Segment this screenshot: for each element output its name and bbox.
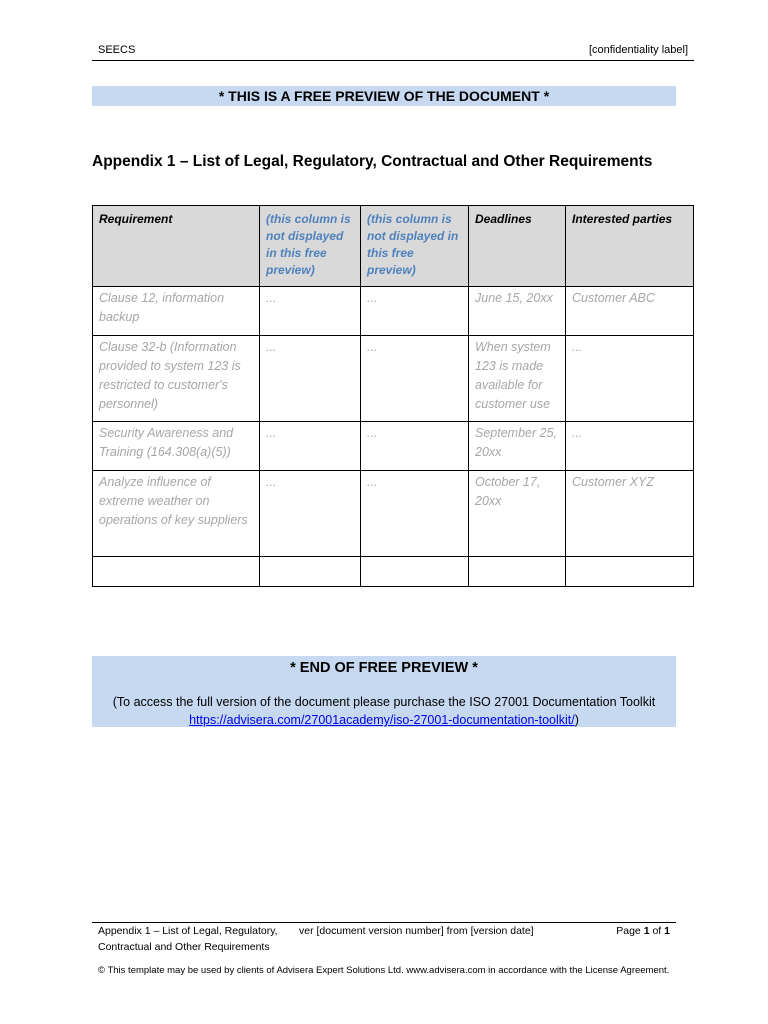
cell-deadline: June 15, 20xx: [469, 287, 566, 336]
table-row: [93, 471, 694, 557]
cell-requirement: Clause 32-b (Information provided to system 123 is restricted to customer's personnel): [93, 336, 260, 422]
end-preview-message: (To access the full version of the document please purchase the ISO 27001 Documentation Toolkit: [112, 695, 656, 709]
free-preview-banner: * THIS IS A FREE PREVIEW OF THE DOCUMENT *: [92, 86, 676, 106]
end-preview-box: [92, 656, 676, 727]
header-left-text: SEECS: [98, 44, 136, 56]
column-header-requirement: Requirement: [93, 206, 260, 287]
column-header-hidden-2: (this column is not displayed in this free preview): [361, 206, 469, 287]
page-label: Page: [616, 925, 641, 937]
page-of: of: [652, 925, 662, 937]
column-header-deadlines: Deadlines: [469, 206, 566, 287]
toolkit-link[interactable]: https://advisera.com/27001academy/iso-27001-documentation-toolkit/: [189, 713, 575, 727]
cell-hidden-1: ...: [260, 287, 361, 336]
cell-deadline: September 25, 20xx: [469, 422, 566, 471]
table-row: [93, 422, 694, 471]
header-divider: [92, 60, 694, 61]
cell-interested-parties: Customer ABC: [566, 287, 694, 336]
end-preview-text: [92, 693, 676, 729]
cell-hidden-2: ...: [361, 471, 469, 557]
cell-hidden-2[interactable]: [361, 557, 469, 587]
cell-requirement[interactable]: [93, 557, 260, 587]
end-preview-close-paren: ): [574, 713, 579, 727]
end-preview-title: * END OF FREE PREVIEW *: [290, 660, 478, 676]
cell-hidden-1[interactable]: [260, 557, 361, 587]
page-total: 1: [664, 925, 670, 937]
cell-hidden-2: ...: [361, 422, 469, 471]
cell-requirement: Security Awareness and Training (164.308(a)(5)): [93, 422, 260, 471]
confidentiality-label: [confidentiality label]: [588, 44, 688, 56]
cell-deadline: When system 123 is made available for customer use: [469, 336, 566, 422]
cell-hidden-2: ...: [361, 336, 469, 422]
license-note: © This template may be used by clients of Advisera Expert Solutions Ltd. www.advisera.com in accordance with the License Agreement.: [98, 965, 670, 976]
page-current: 1: [643, 925, 650, 937]
column-header-interested-parties: Interested parties: [566, 206, 694, 287]
footer-page-number: [616, 923, 670, 939]
footer-version: ver [document version number] from [version date]: [299, 925, 534, 937]
cell-hidden-1: ...: [260, 336, 361, 422]
table-header-row: [93, 206, 694, 287]
cell-interested-parties: ...: [566, 422, 694, 471]
cell-deadline: October 17, 20xx: [469, 471, 566, 557]
cell-deadline[interactable]: [469, 557, 566, 587]
table-row: [93, 287, 694, 336]
cell-interested-parties[interactable]: [566, 557, 694, 587]
cell-hidden-2: ...: [361, 287, 469, 336]
cell-hidden-1: ...: [260, 422, 361, 471]
cell-hidden-1: ...: [260, 471, 361, 557]
cell-requirement: Clause 12, information backup: [93, 287, 260, 336]
requirements-table: [92, 205, 694, 587]
column-header-hidden-1: (this column is not displayed in this free preview): [260, 206, 361, 287]
footer-document-title: Appendix 1 – List of Legal, Regulatory, Contractual and Other Requirements: [98, 925, 278, 953]
table-row: [93, 336, 694, 422]
table-row-empty: [93, 557, 694, 587]
cell-interested-parties: Customer XYZ: [566, 471, 694, 557]
cell-requirement: Analyze influence of extreme weather on operations of key suppliers: [93, 471, 260, 557]
cell-interested-parties: ...: [566, 336, 694, 422]
page-title: Appendix 1 – List of Legal, Regulatory, Contractual and Other Requirements: [92, 153, 653, 170]
